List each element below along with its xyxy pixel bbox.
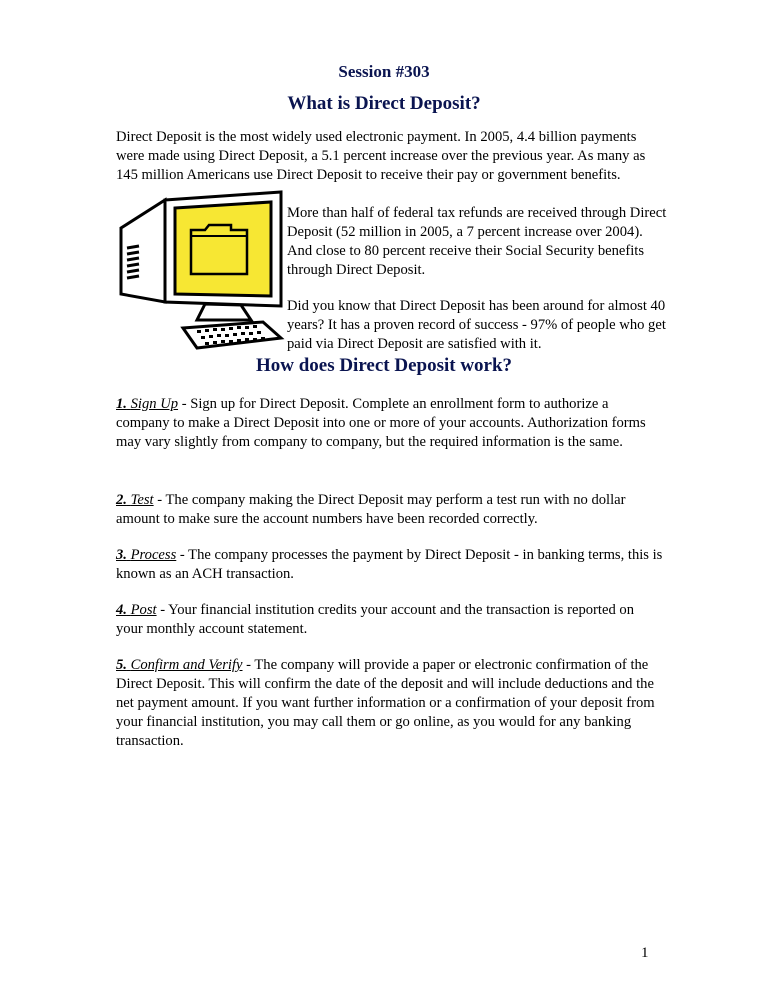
step-number: 1. xyxy=(116,396,127,412)
step-sign-up xyxy=(116,395,664,452)
side-paragraph-history: Did you know that Direct Deposit has been around for almost 40 years? It has a proven record of success - 97% of people who get paid via Direct Deposit are satisfied with it. xyxy=(287,298,666,352)
step-post xyxy=(116,601,664,639)
step-title: Test xyxy=(130,492,154,508)
step-title: Post xyxy=(130,602,157,618)
step-test xyxy=(116,491,664,529)
page-title: What is Direct Deposit? xyxy=(287,93,481,114)
step-title: Process xyxy=(130,547,177,563)
step-text: - The company processes the payment by Direct Deposit - in banking terms, this is known as an ACH transaction. xyxy=(116,547,663,582)
step-text: - The company will provide a paper or electronic confirmation of the Direct Deposit. This will confirm the date of the deposit and will include deductions and the net payment amount. If you want further information or a confirmation of your deposit from your financial institution, you may call them or go online, as you would for any banking transaction. xyxy=(116,657,655,749)
step-confirm-verify xyxy=(116,656,664,751)
step-number: 4. xyxy=(116,602,127,618)
step-text: - The company making the Direct Deposit may perform a test run with no dollar amount to make sure the account numbers have been recorded correctly. xyxy=(116,492,626,527)
computer-icon xyxy=(113,190,285,350)
step-text: - Sign up for Direct Deposit. Complete an enrollment form to authorize a company to make a Direct Deposit into one or more of your accounts. Authorization forms may vary slightly from company to company, but the required information is the same. xyxy=(116,396,646,450)
section-title: How does Direct Deposit work? xyxy=(255,355,513,376)
side-paragraph-tax-refunds: More than half of federal tax refunds are received through Direct Deposit (52 million in 2005, a 7 percent increase over 2004). And close to 80 percent receive their Social Security benefits through Direct Deposit. xyxy=(287,205,667,278)
page-number: 1 xyxy=(641,945,649,961)
step-text: - Your financial institution credits your account and the transaction is reported on your monthly account statement. xyxy=(116,602,634,637)
step-title: Confirm and Verify xyxy=(130,657,243,673)
step-title: Sign Up xyxy=(130,396,179,412)
step-number: 2. xyxy=(116,492,127,508)
step-number: 3. xyxy=(116,547,127,563)
step-number: 5. xyxy=(116,657,127,673)
step-process xyxy=(116,546,664,584)
session-label: Session #303 xyxy=(338,62,430,81)
intro-paragraph: Direct Deposit is the most widely used electronic payment. In 2005, 4.4 billion payments were made using Direct Deposit, a 5.1 percent increase over the previous year. As many as 145 million Americans use Direct Deposit to receive their pay or government benefits. xyxy=(116,129,646,183)
